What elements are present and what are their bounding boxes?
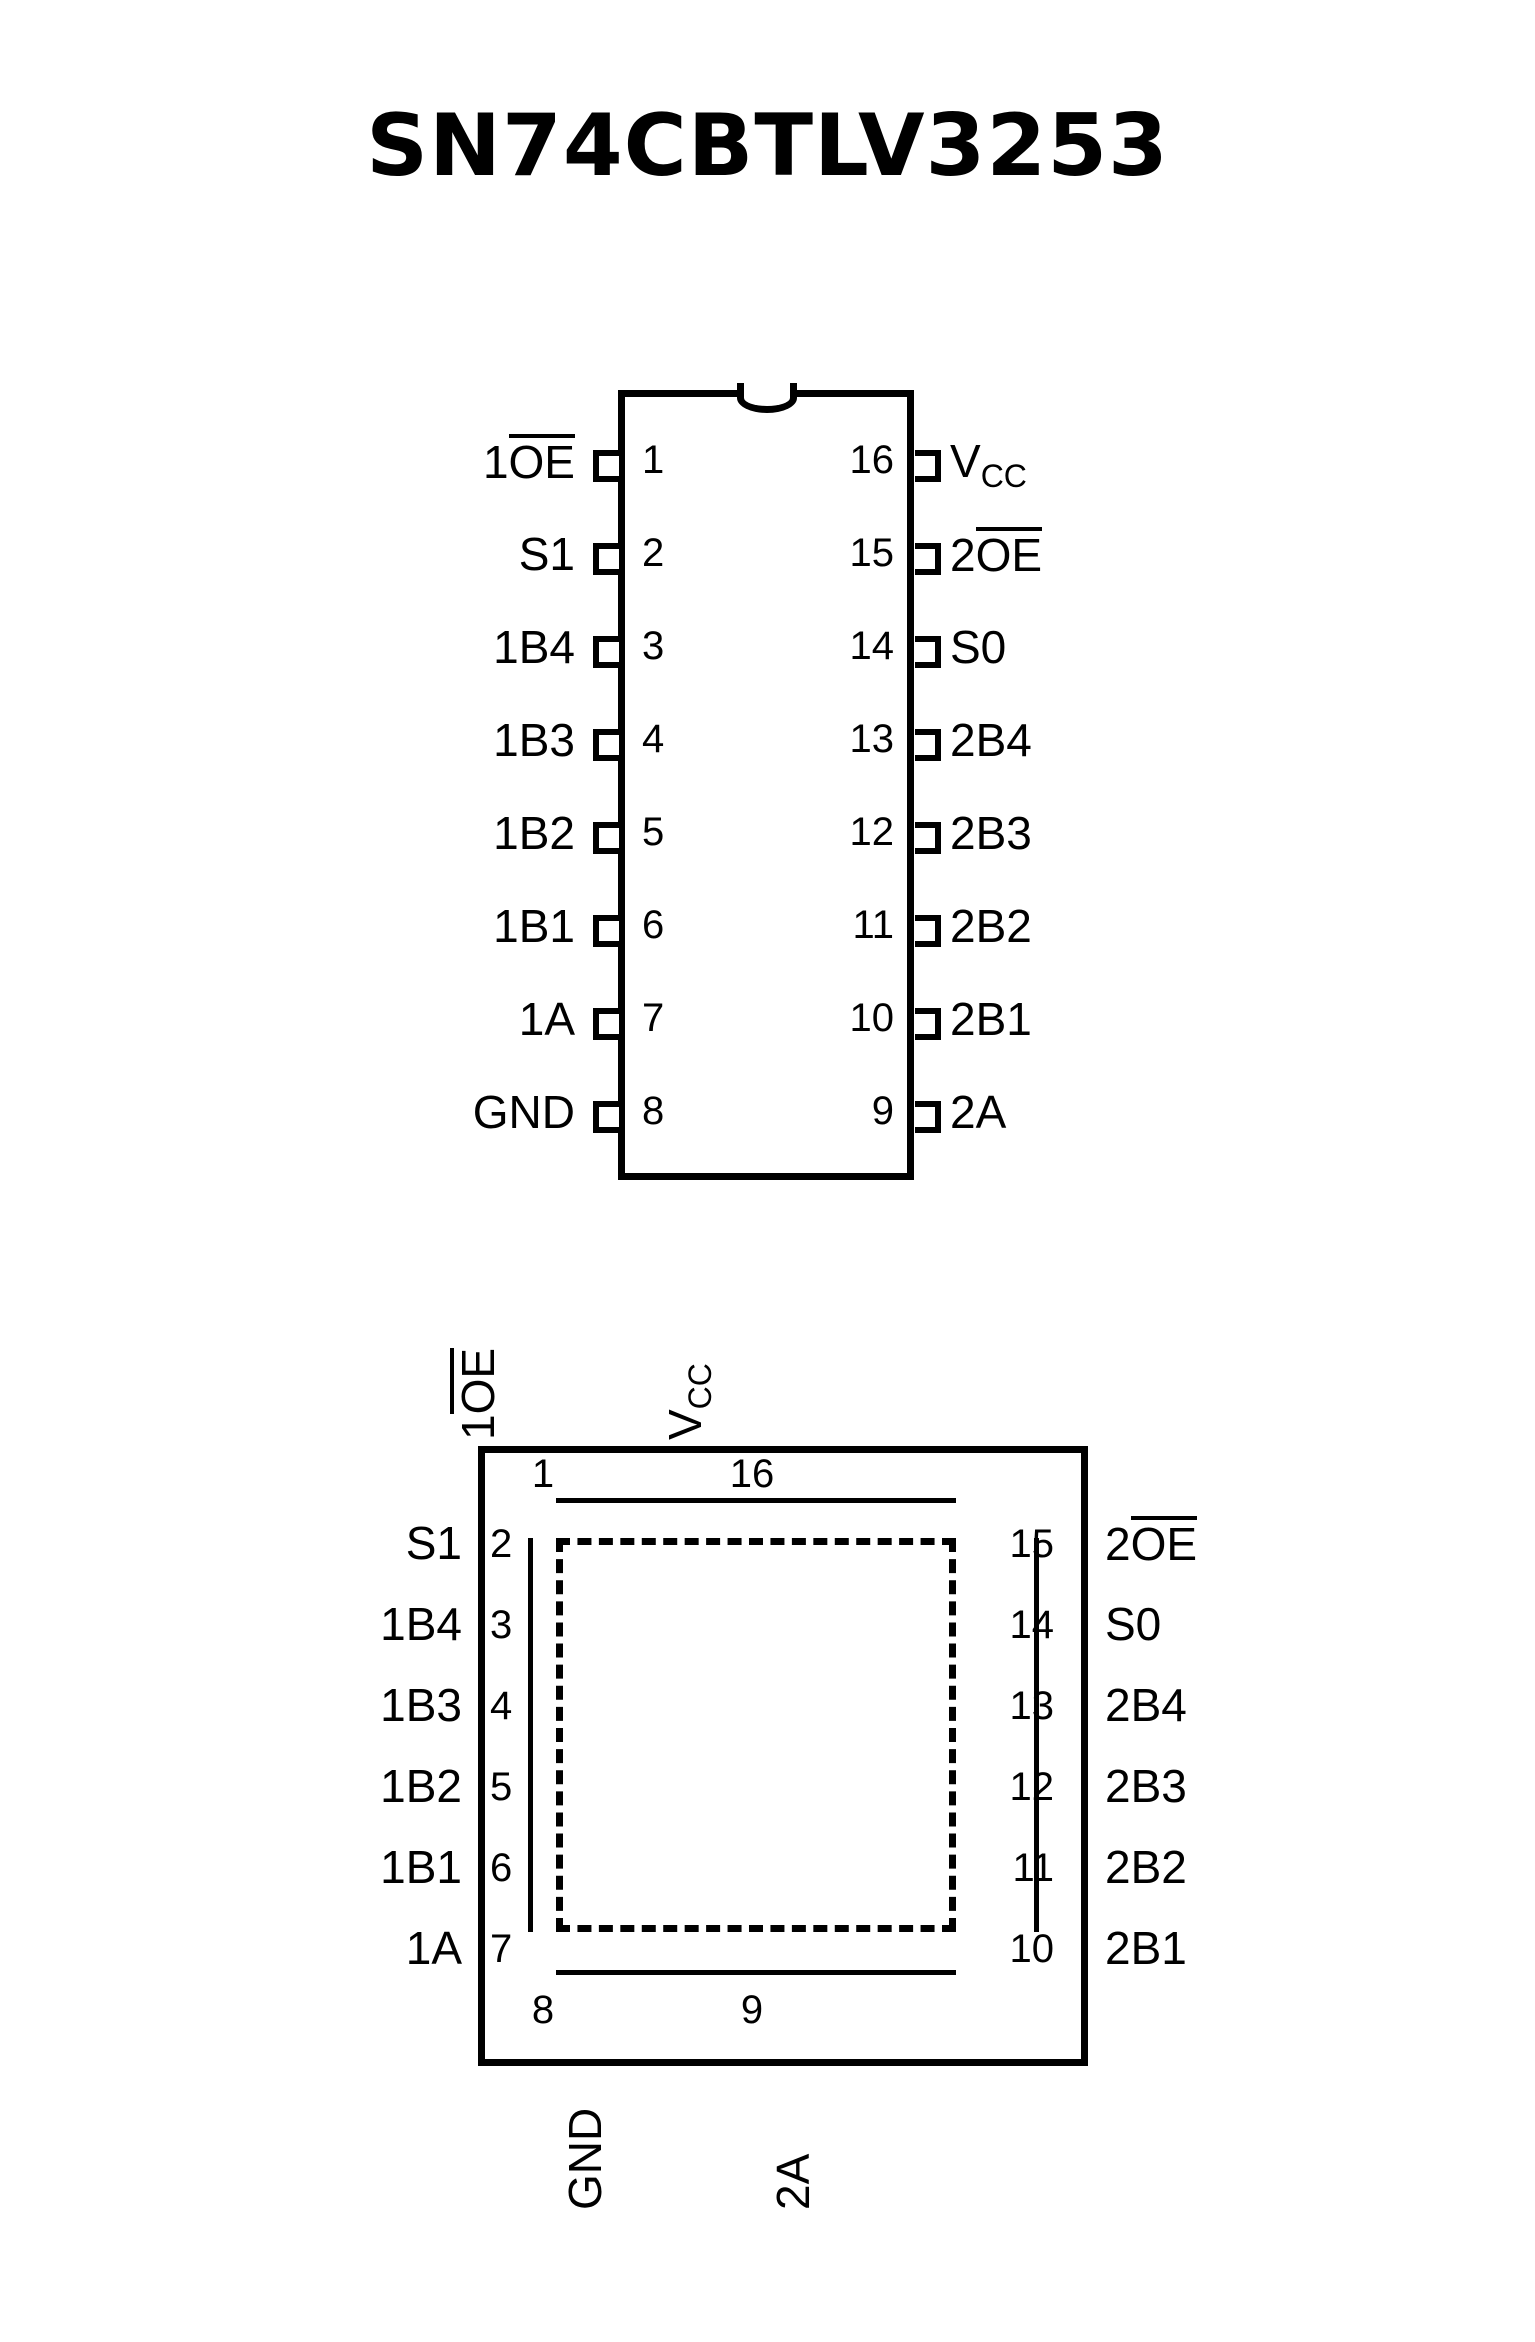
qfn-pin-number-11: 11 <box>1012 1846 1054 1890</box>
qfn-pin-number-4: 4 <box>490 1684 513 1728</box>
dip-pin-label-9: 2A <box>950 1086 1007 1138</box>
dip-pin-number-14: 14 <box>849 624 894 668</box>
dip-lead-15 <box>915 543 941 575</box>
dip-pin-label-10: 2B1 <box>950 993 1032 1045</box>
dip-lead-3 <box>593 636 619 668</box>
qfn-pin-number-15: 15 <box>1009 1522 1054 1566</box>
dip-pin-number-13: 13 <box>849 717 894 761</box>
qfn-pin-number-10: 10 <box>1009 1927 1054 1971</box>
dip-pin-number-12: 12 <box>849 810 894 854</box>
qfn-pin-number-3: 3 <box>490 1603 513 1647</box>
qfn-pin-number-9: 9 <box>740 1988 764 2032</box>
qfn-bottom-pin-divider <box>556 1970 956 1975</box>
dip-pin-label-16: $V_{CC}$ <box>950 435 1027 495</box>
qfn-pin-number-1: 1 <box>531 1452 555 1496</box>
qfn-pin-label-10: 2B1 <box>1105 1922 1187 1974</box>
dip-pin-label-2: S1 <box>518 528 575 580</box>
dip-pin-label-8: GND <box>472 1086 575 1138</box>
qfn-pin-number-8: 8 <box>531 1988 555 2032</box>
dip-lead-12 <box>915 822 941 854</box>
dip-notch-icon <box>737 383 797 413</box>
qfn-pin-label-6: 1B1 <box>380 1841 462 1893</box>
dip-pin-row <box>390 616 1150 688</box>
qfn-pin-number-13: 13 <box>1009 1684 1054 1728</box>
dip-lead-16 <box>915 450 941 482</box>
qfn-pin-label-4: 1B3 <box>380 1679 462 1731</box>
qfn-pin-label-1: 1OE <box>452 1347 504 1440</box>
dip-lead-8 <box>593 1101 619 1133</box>
qfn-pin-label-5: 1B2 <box>380 1760 462 1812</box>
qfn-pin-label-9: 2A <box>767 2153 819 2210</box>
qfn-pin-number-7: 7 <box>490 1927 513 1971</box>
dip-pin-row <box>390 1081 1150 1153</box>
dip-lead-2 <box>593 543 619 575</box>
qfn-pin-label-3: 1B4 <box>380 1598 462 1650</box>
qfn-left-pin-divider <box>528 1538 533 1932</box>
dip-lead-4 <box>593 729 619 761</box>
dip-lead-9 <box>915 1101 941 1133</box>
dip-pin-number-16: 16 <box>849 438 894 482</box>
dip-pin-row <box>390 988 1150 1060</box>
dip-pin-number-11: 11 <box>852 903 894 947</box>
dip-package-diagram <box>390 390 1150 1190</box>
dip-pin-number-4: 4 <box>642 717 665 761</box>
qfn-pin-number-6: 6 <box>490 1846 513 1890</box>
qfn-pin-label-8: GND <box>559 2107 611 2210</box>
dip-pin-row <box>390 802 1150 874</box>
dip-lead-11 <box>915 915 941 947</box>
dip-pin-number-5: 5 <box>642 810 665 854</box>
dip-lead-7 <box>593 1008 619 1040</box>
dip-pin-label-13: 2B4 <box>950 714 1032 766</box>
dip-pin-row <box>390 895 1150 967</box>
qfn-pin-label-13: 2B4 <box>1105 1679 1187 1731</box>
dip-pin-label-6: 1B1 <box>493 900 575 952</box>
dip-pin-number-6: 6 <box>642 903 665 947</box>
dip-pin-label-14: S0 <box>950 621 1007 673</box>
dip-pin-label-11: 2B2 <box>950 900 1032 952</box>
dip-lead-14 <box>915 636 941 668</box>
dip-pin-number-2: 2 <box>642 531 665 575</box>
dip-pin-number-9: 9 <box>871 1089 894 1133</box>
qfn-pin-number-5: 5 <box>490 1765 513 1809</box>
qfn-package-diagram <box>300 1270 1240 2290</box>
qfn-pin-label-16: $V_{CC}$ <box>659 1363 719 1440</box>
qfn-pin-label-7: 1A <box>405 1922 462 1974</box>
qfn-pin-number-14: 14 <box>1009 1603 1054 1647</box>
dip-pin-label-1: 1OE <box>482 436 575 488</box>
dip-pin-number-8: 8 <box>642 1089 665 1133</box>
dip-pin-number-1: 1 <box>642 438 665 482</box>
dip-body-outline <box>618 390 914 1180</box>
qfn-pin-label-11: 2B2 <box>1105 1841 1187 1893</box>
qfn-pin-label-15: 2OE <box>1105 1518 1198 1570</box>
dip-pin-label-7: 1A <box>518 993 575 1045</box>
dip-lead-13 <box>915 729 941 761</box>
dip-lead-1 <box>593 450 619 482</box>
qfn-pin-label-2: S1 <box>405 1517 462 1569</box>
page-title: SN74CBTLV3253 <box>366 96 1169 196</box>
dip-pin-label-12: 2B3 <box>950 807 1032 859</box>
qfn-top-pin-divider <box>556 1498 956 1503</box>
dip-pin-number-10: 10 <box>849 996 894 1040</box>
dip-pin-number-15: 15 <box>849 531 894 575</box>
qfn-pin-label-14: S0 <box>1105 1598 1162 1650</box>
dip-pin-label-3: 1B4 <box>493 621 575 673</box>
qfn-thermal-pad <box>556 1538 956 1932</box>
dip-pin-label-5: 1B2 <box>493 807 575 859</box>
dip-lead-6 <box>593 915 619 947</box>
dip-lead-10 <box>915 1008 941 1040</box>
dip-pin-number-3: 3 <box>642 624 665 668</box>
dip-pin-row <box>390 523 1150 595</box>
dip-pin-row <box>390 430 1150 502</box>
dip-pin-label-4: 1B3 <box>493 714 575 766</box>
dip-lead-5 <box>593 822 619 854</box>
qfn-pin-number-2: 2 <box>490 1522 513 1566</box>
qfn-pin-number-12: 12 <box>1009 1765 1054 1809</box>
dip-pin-row <box>390 709 1150 781</box>
qfn-pin-label-12: 2B3 <box>1105 1760 1187 1812</box>
dip-pin-label-15: 2OE <box>950 529 1043 581</box>
qfn-pin-number-16: 16 <box>729 1452 775 1496</box>
dip-pin-number-7: 7 <box>642 996 665 1040</box>
